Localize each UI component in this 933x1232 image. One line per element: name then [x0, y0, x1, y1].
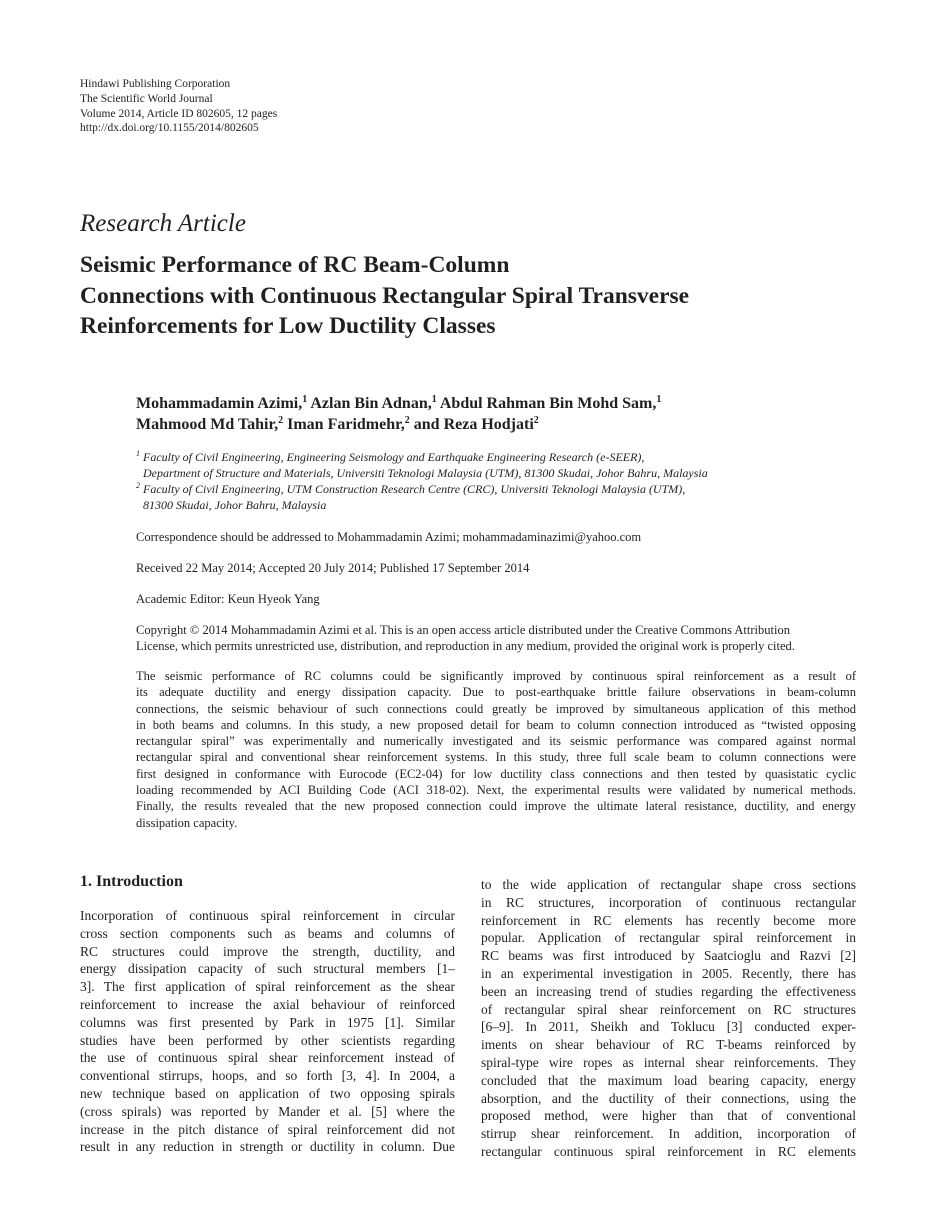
paper-title — [80, 250, 880, 342]
author-name: Mahmood Md Tahir, — [136, 416, 279, 433]
correspondence-text: Correspondence should be addressed to Mohammadamin Azimi; mohammadaminazimi@yahoo.com — [136, 530, 642, 544]
correspondence — [136, 529, 856, 545]
author-affiliation-mark: 1 — [431, 394, 437, 405]
affiliation-number: 2 — [136, 481, 140, 490]
body-line: in RC structures, incorporation of continuous rectangular — [481, 894, 856, 910]
body-line: [6–9]. In 2011, Sheikh and Toklucu [3] conducted exper- — [481, 1019, 856, 1035]
author-affiliation-mark: 2 — [533, 415, 539, 426]
copyright-notice — [136, 622, 856, 654]
body-line: Incorporation of continuous spiral reinforcement in circular — [80, 908, 455, 923]
body-line: RC beams was first introduced by Saatcioglu and Razvi [2] — [481, 948, 856, 964]
body-column-right — [481, 876, 856, 1161]
affiliation-line — [136, 449, 856, 465]
body-line: to the wide application of rectangular shape cross sections — [481, 877, 856, 892]
body-line: stirrup shear reinforcement. In addition, incorporation of — [481, 1126, 856, 1142]
abstract-line: in both beams and columns. In this study, a new proposed detail for beam to column connection introduced as “twisted opposing — [136, 717, 856, 732]
body-line: increase in the pitch distance of spiral reinforcement did not — [80, 1121, 455, 1137]
author-line — [136, 414, 856, 435]
body-line: concluded that the maximum load bearing capacity, energy — [481, 1072, 856, 1088]
author-line — [136, 393, 856, 414]
section-heading: 1. Introduction — [80, 873, 183, 890]
abstract — [136, 668, 856, 831]
body-line: RC structures could improve the strength, ductility, and — [80, 943, 455, 959]
body-column-left — [80, 907, 455, 1156]
publisher-name: Hindawi Publishing Corporation — [80, 78, 231, 90]
body-line: absorption, and the ductility of their connections, using the — [481, 1090, 856, 1106]
body-line: reinforcement in RC elements has recently become more — [481, 912, 856, 928]
body-line: 3]. The first application of spiral reinforcement as the shear — [80, 979, 455, 995]
body-line: proposed method, were higher than that of conventional — [481, 1108, 856, 1124]
body-line: studies have been performed by other scientists regarding — [80, 1032, 455, 1048]
author-name: Mohammadamin Azimi, — [136, 395, 303, 412]
body-line: cross section components such as beams and columns of — [80, 925, 455, 941]
copyright-line: Copyright © 2014 Mohammadamin Azimi et al. This is an open access article distributed under the Creative Commons Attribution — [136, 623, 790, 637]
body-line: the use of continuous spiral shear reinforcement instead of — [80, 1050, 455, 1066]
body-line: of rectangular spiral shear reinforcement on RC structures — [481, 1001, 856, 1017]
author-affiliation-mark: 1 — [656, 394, 662, 405]
abstract-line: first designed in conformance with Eurocode (EC2-04) for low ductility class connections and then tested by quasistatic cyclic — [136, 766, 856, 781]
body-line: new technique based on application of two opposing spirals — [80, 1085, 455, 1101]
author-list — [136, 393, 856, 435]
copyright-line: License, which permits unrestricted use, distribution, and reproduction in any medium, provided the original work is properly cited. — [136, 639, 795, 653]
abstract-line: rectangular spiral and conventional shear reinforcement systems. In this study, three full scale beam to column connections were — [136, 750, 856, 765]
body-line: been an increasing trend of studies regarding the effectiveness — [481, 983, 856, 999]
doi-link[interactable]: http://dx.doi.org/10.1155/2014/802605 — [80, 122, 259, 135]
body-line: spiral-type wire ropes as internal shear reinforcements. They — [481, 1054, 856, 1070]
body-line: conventional stirrups, hoops, and so forth [3, 4]. In 2004, a — [80, 1068, 455, 1084]
academic-editor — [136, 591, 856, 607]
affiliation-line: 81300 Skudai, Johor Bahru, Malaysia — [143, 498, 327, 512]
body-line: result in any reduction in strength or ductility in column. Due — [80, 1139, 455, 1155]
editor-text: Academic Editor: Keun Hyeok Yang — [136, 592, 320, 606]
title-line: Connections with Continuous Rectangular Spiral Transverse — [80, 282, 690, 309]
body-line: energy dissipation capacity of such structural members [1– — [80, 961, 455, 977]
affiliation-text: Faculty of Civil Engineering, UTM Construction Research Centre (CRC), Universiti Teknologi Malaysia (UTM), — [143, 482, 686, 496]
author-name: Azlan Bin Adnan, — [310, 395, 432, 412]
abstract-line: Finally, the results revealed that the new proposed connection could improve the ultimate lateral resistance, ductility, and energy — [136, 799, 856, 814]
journal-header — [80, 77, 277, 136]
volume-info: Volume 2014, Article ID 802605, 12 pages — [80, 107, 278, 120]
author-affiliation-mark: 1 — [302, 394, 308, 405]
author-name: and Reza Hodjati — [413, 416, 534, 433]
body-line: (cross spirals) was reported by Mander et al. [5] where the — [80, 1103, 455, 1119]
author-affiliation-mark: 2 — [278, 415, 284, 426]
abstract-line: rectangular spiral” was experimentally and numerically investigated and its seismic performance was compared against normal — [136, 734, 856, 749]
title-line: Reinforcements for Low Ductility Classes — [80, 313, 496, 339]
abstract-line: dissipation capacity. — [136, 815, 238, 830]
publication-dates — [136, 560, 856, 576]
abstract-line: loading recommended by ACI Building Code (ACI 318-02). Next, the experimental results were validated by numerical methods. — [136, 783, 856, 798]
affiliation-line — [136, 481, 856, 497]
affiliation-line: Department of Structure and Materials, Universiti Teknologi Malaysia (UTM), 81300 Skudai, Johor Bahru, Malaysia — [143, 466, 708, 480]
body-line: in an experimental investigation in 2005. Recently, there has — [481, 965, 856, 981]
body-line: iments on shear behaviour of RC T-beams reinforced by — [481, 1037, 856, 1053]
abstract-line: The seismic performance of RC columns could be significantly improved by continuous spiral reinforcement as a result of — [136, 669, 856, 683]
affiliation-number: 1 — [136, 449, 140, 458]
body-line: rectangular continuous spiral reinforcement in RC elements — [481, 1143, 856, 1159]
affiliations — [136, 449, 856, 513]
body-line: columns was first presented by Park in 1975 [1]. Similar — [80, 1014, 455, 1030]
affiliation-text: Faculty of Civil Engineering, Engineering Seismology and Earthquake Engineering Research (e-SEER), — [143, 450, 645, 464]
abstract-line: its adequate ductility and energy dissipation capacity. Due to post-earthquake brittle failure observations in beam-column — [136, 685, 856, 700]
article-type: Research Article — [80, 210, 246, 237]
author-name: Abdul Rahman Bin Mohd Sam, — [439, 395, 657, 412]
dates-text: Received 22 May 2014; Accepted 20 July 2014; Published 17 September 2014 — [136, 561, 530, 575]
body-line: reinforcement to increase the axial behaviour of reinforced — [80, 996, 455, 1012]
author-affiliation-mark: 2 — [404, 415, 410, 426]
journal-name: The Scientific World Journal — [80, 92, 213, 105]
author-name: Iman Faridmehr, — [287, 416, 405, 433]
title-line: Seismic Performance of RC Beam-Column — [80, 252, 510, 278]
body-line: popular. Application of rectangular spiral reinforcement in — [481, 930, 856, 946]
abstract-line: connections, the seismic behaviour of such connections could greatly be improved by simultaneous application of this method — [136, 701, 856, 716]
